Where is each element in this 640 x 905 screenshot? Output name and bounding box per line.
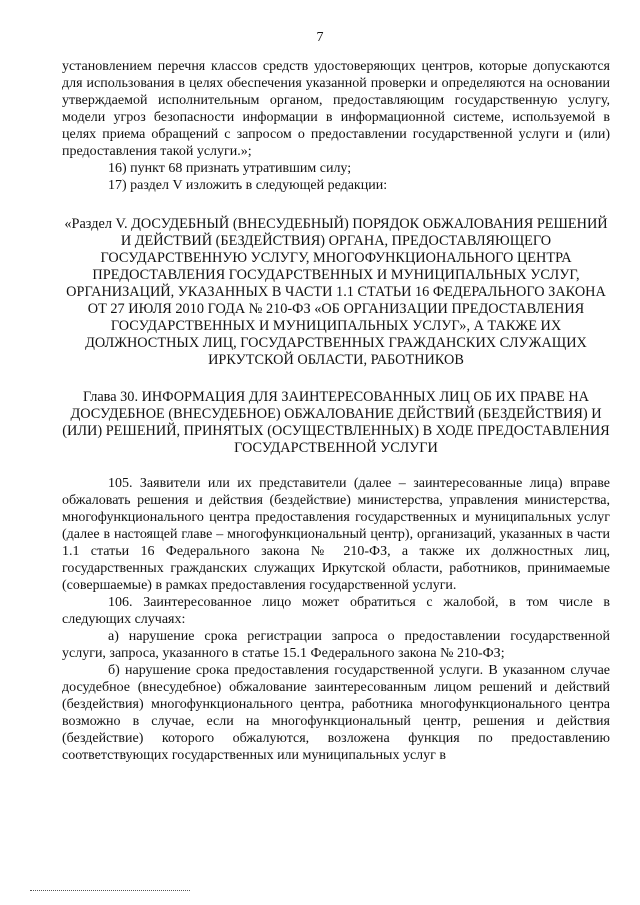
document-body <box>62 58 610 764</box>
footer-divider <box>30 890 190 891</box>
paragraph-106-b: б) нарушение срока предоставления государственной услуги. В указанном случае досудебное (внесудебное) обжалование заинтересованным лицом решений и действий (бездействия) многофункционального центра, работника многофункционального центра возможно в случае, если на многофункциональный центр, решения и действия (бездействие) которого обжалуются, возложена функция по предоставлению соответствующих государственных или муниципальных услуг в <box>62 663 610 763</box>
section-title: «Раздел V. ДОСУДЕБНЫЙ (ВНЕСУДЕБНЫЙ) ПОРЯДОК ОБЖАЛОВАНИЯ РЕШЕНИЙ И ДЕЙСТВИЙ (БЕЗДЕЙСТВИЯ) ОРГАНА, ПРЕДОСТАВЛЯЮЩЕГО ГОСУДАРСТВЕННУЮ УСЛУГУ, МНОГОФУНКЦИОНАЛЬНОГО ЦЕНТРА ПРЕДОСТАВЛЕНИЯ ГОСУДАРСТВЕННЫХ И МУНИЦИПАЛЬНЫХ УСЛУГ, ОРГАНИЗАЦИЙ, УКАЗАННЫХ В ЧАСТИ 1.1 СТАТЬИ 16 ФЕДЕРАЛЬНОГО ЗАКОНА ОТ 27 ИЮЛЯ 2010 ГОДА № 210-ФЗ «ОБ ОРГАНИЗАЦИИ ПРЕДОСТАВЛЕНИЯ ГОСУДАРСТВЕННЫХ И МУНИЦИПАЛЬНЫХ УСЛУГ», А ТАКЖЕ ИХ ДОЛЖНОСТНЫХ ЛИЦ, ГОСУДАРСТВЕННЫХ ГРАЖДАНСКИХ СЛУЖАЩИХ ИРКУТСКОЙ ОБЛАСТИ, РАБОТНИКОВ <box>64 216 608 368</box>
paragraph-106-a: а) нарушение срока регистрации запроса о предоставлении государственной услуги, запроса, указанного в статье 15.1 Федерального закона № 210-ФЗ; <box>62 629 610 661</box>
paragraph-106: 106. Заинтересованное лицо может обратиться с жалобой, в том числе в следующих случаях: <box>62 595 610 627</box>
paragraph-continuation: установлением перечня классов средств удостоверяющих центров, которые допускаются для использования в целях обеспечения указанной проверки и определяются на основании утверждаемой исполнительным органом, предоставляющим государственную услугу, модели угроз безопасности информации в информационной системе, используемой в целях приема обращений с запросом о предоставлении государственной услуги и (или) предоставления такой услуги.»; <box>62 59 610 159</box>
chapter-title: Глава 30. ИНФОРМАЦИЯ ДЛЯ ЗАИНТЕРЕСОВАННЫХ ЛИЦ ОБ ИХ ПРАВЕ НА ДОСУДЕБНОЕ (ВНЕСУДЕБНОЕ) ОБЖАЛОВАНИЕ ДЕЙСТВИЙ (БЕЗДЕЙСТВИЯ) И (ИЛИ) РЕШЕНИЙ, ПРИНЯТЫХ (ОСУЩЕСТВЛЕННЫХ) В ХОДЕ ПРЕДОСТАВЛЕНИЯ ГОСУДАРСТВЕННОЙ УСЛУГИ <box>62 389 610 456</box>
paragraph-item-17: 17) раздел V изложить в следующей редакции: <box>108 178 388 193</box>
paragraph-105: 105. Заявители или их представители (далее – заинтересованные лица) вправе обжаловать решения и действия (бездействие) министерства, управления министерства, многофункционального центра предоставления государственных и муниципальных услуг (далее в настоящей главе – многофункциональный центр), организаций, указанных в части 1.1 статьи 16 Федерального закона № 210-ФЗ, а также их должностных лиц, государственных гражданских служащих Иркутской области, работников, принимаемые (совершаемые) в рамках предоставления государственной услуги. <box>62 476 610 593</box>
paragraph-item-16: 16) пункт 68 признать утратившим силу; <box>108 161 352 176</box>
page-number: 7 <box>316 30 324 45</box>
